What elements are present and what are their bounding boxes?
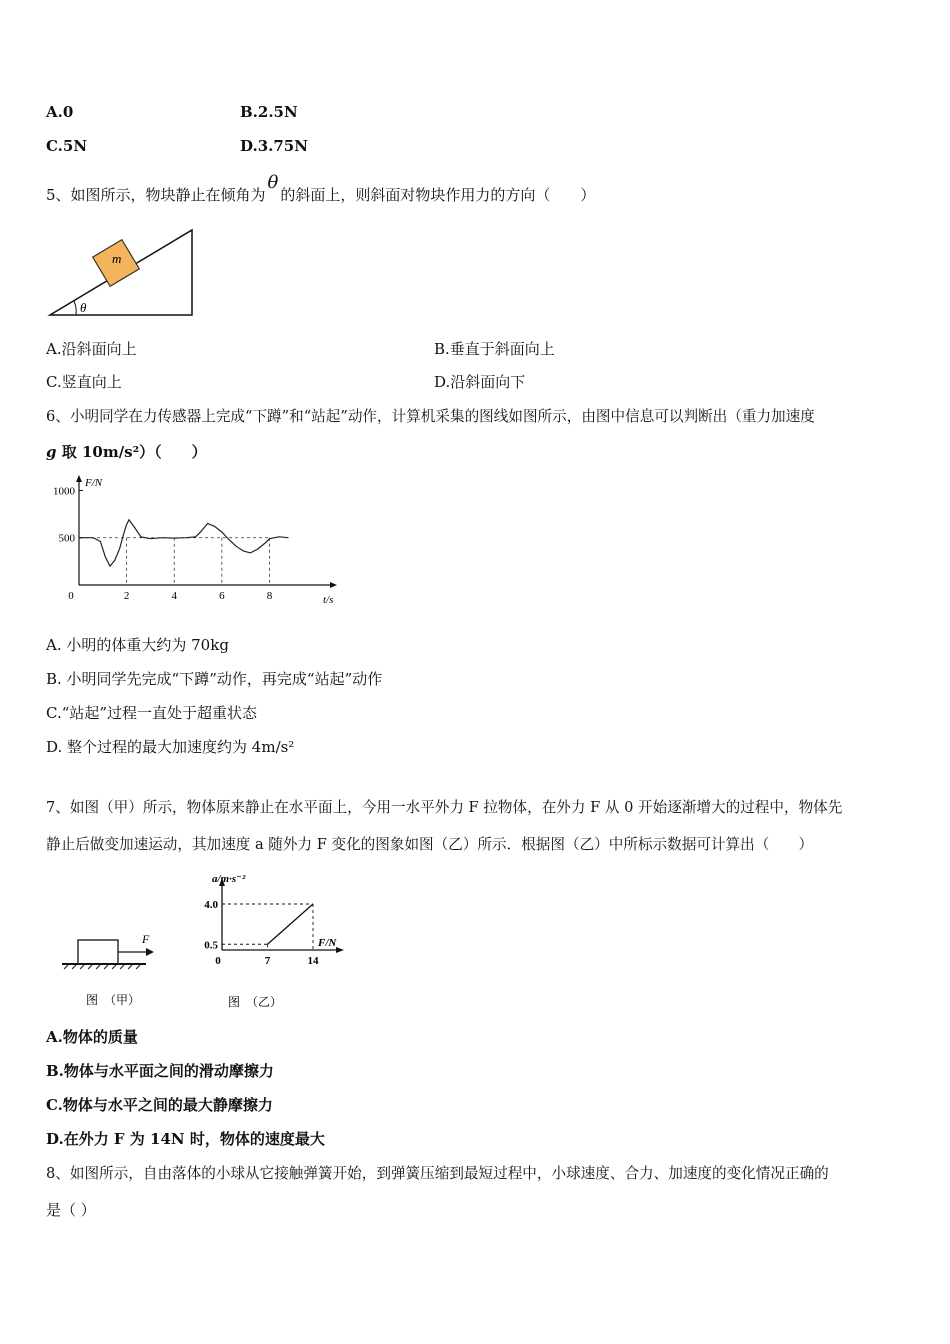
jia-force-arrowhead (146, 948, 154, 956)
q6-option-d: D. 整个过程的最大加速度约为 4m/s² (46, 738, 295, 756)
x-axis-label: t/s (323, 594, 334, 606)
q5-option-a: A.沿斜面向上 (46, 340, 137, 358)
q4-option-c: C.5N (46, 137, 88, 155)
q4-option-a: A.0 (46, 103, 74, 121)
yi-x-arrow (336, 947, 344, 953)
q7-stem-line2: 静止后做变加速运动，其加速度 a 随外力 F 变化的图象如图（乙）所示．根据图（乙）中所标示数据可计算出（ ） (46, 836, 814, 853)
q5-option-c: C.竖直向上 (46, 373, 122, 391)
q6-stem-rest: 取 10m/s²）（ ） (56, 443, 207, 461)
q5-incline-figure (46, 226, 196, 320)
yi-x-tick-label: 0 (215, 955, 221, 967)
x-tick-label: 8 (266, 590, 273, 602)
yi-caption: 图 （乙） (228, 995, 283, 1009)
x-tick-label: 2 (123, 590, 130, 602)
y-axis-arrow (76, 475, 82, 482)
x-tick-label: 6 (219, 590, 225, 602)
yi-y-label: a/m·s⁻² (212, 873, 246, 885)
y-tick-label: 500 (58, 532, 75, 545)
q6-option-b: B. 小明同学先完成“下蹲”动作，再完成“站起”动作 (46, 670, 383, 688)
y-axis-label: F/N (85, 477, 103, 489)
yi-line (268, 904, 314, 944)
y-tick-label: 1000 (53, 485, 75, 498)
q5-stem-after: 的斜面上，则斜面对物块作用力的方向（ ） (280, 186, 596, 204)
yi-x-tick-label: 7 (264, 955, 271, 967)
q7-figure-yi (196, 868, 356, 1014)
q4-option-d: D.3.75N (240, 137, 308, 155)
q6-option-a: A. 小明的体重大约为 70kg (46, 636, 229, 654)
block-label: m (112, 251, 122, 266)
x-tick-label: 4 (171, 590, 177, 602)
q5-stem-before: 5、如图所示，物块静止在倾角为 (46, 186, 266, 204)
q7-option-b: B.物体与水平面之间的滑动摩擦力 (46, 1062, 274, 1080)
q7-option-a: A.物体的质量 (46, 1028, 138, 1046)
q5-stem (46, 172, 596, 205)
q6-force-time-chart (46, 474, 346, 610)
q8-stem-line2: 是（ ） (46, 1201, 96, 1219)
q5-theta: θ (267, 172, 279, 193)
q7-figure-jia (58, 926, 168, 1014)
q8-stem-line1: 8、如图所示，自由落体的小球从它接触弹簧开始，到弹簧压缩到最短过程中，小球速度、合力、加速度的变化情况正确的 (46, 1165, 829, 1182)
jia-force-label: F (142, 932, 150, 946)
jia-caption: 图 （甲） (86, 993, 141, 1007)
yi-y-tick-label: 0.5 (204, 939, 218, 952)
q7-option-d: D.在外力 F 为 14N 时，物体的速度最大 (46, 1130, 325, 1148)
x-tick-label: 0 (68, 590, 74, 602)
jia-block (78, 940, 118, 964)
yi-x-tick-label: 14 (307, 955, 319, 967)
x-axis-arrow (330, 582, 337, 588)
q6-stem-line2 (46, 441, 207, 462)
q7-option-c: C.物体与水平之间的最大静摩擦力 (46, 1096, 273, 1114)
q7-stem-line1: 7、如图（甲）所示，物体原来静止在水平面上，今用一水平外力 F 拉物体，在外力 F 从 0 开始逐渐增大的过程中，物体先 (46, 799, 843, 816)
q6-stem-line1: 6、小明同学在力传感器上完成“下蹲”和“站起”动作，计算机采集的图线如图所示，由图中信息可以判断出（重力加速度 (46, 408, 815, 425)
yi-x-label: F/N (318, 937, 337, 949)
q4-option-b: B.2.5N (240, 103, 298, 121)
force-curve (79, 520, 289, 566)
q5-option-d: D.沿斜面向下 (434, 373, 526, 391)
angle-arc (74, 301, 76, 315)
q5-option-b: B.垂直于斜面向上 (434, 340, 555, 358)
q6-g-symbol: g (46, 443, 57, 461)
q6-option-c: C.“站起”过程一直处于超重状态 (46, 704, 258, 722)
angle-label: θ (80, 300, 87, 315)
yi-y-tick-label: 4.0 (204, 899, 218, 911)
